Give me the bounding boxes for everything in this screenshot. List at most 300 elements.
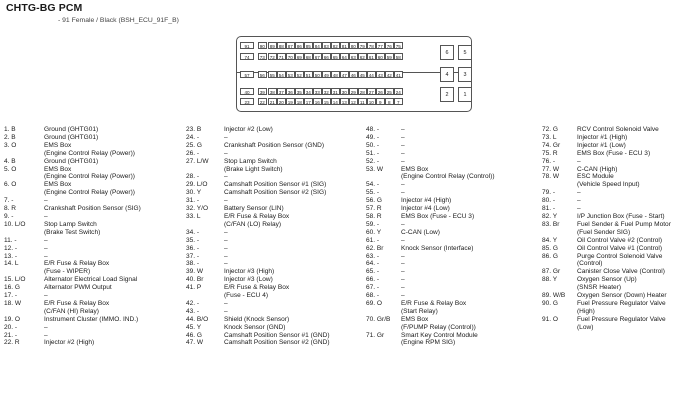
connector-pin: 88 <box>278 44 284 49</box>
pin-number: 61. - <box>366 236 380 244</box>
pin-number: 28. - <box>186 173 200 181</box>
pin-number: 10. L/O <box>4 220 26 228</box>
pin-row <box>186 268 364 276</box>
connector-pin: 44 <box>368 73 374 78</box>
pin-row <box>186 237 364 245</box>
pin-number: 29. L/O <box>186 181 208 189</box>
connector-pin: 32 <box>323 90 329 95</box>
pin-row <box>186 339 364 347</box>
pin-row <box>542 276 700 284</box>
connector-pin-large: 4 <box>440 67 454 82</box>
pin-number: 7. - <box>4 197 14 205</box>
connector-pin: 89 <box>269 44 275 49</box>
pin-description: (Fuel Sender SIG) <box>577 228 631 236</box>
pin-row <box>542 150 700 158</box>
pin-row <box>186 276 364 284</box>
pin-description: Camshaft Position Sensor #1 (SIG) <box>224 181 327 189</box>
pin-description: – <box>401 133 405 141</box>
pin-description: Oxygen Sensor (Up) <box>577 276 637 284</box>
connector-pin: 8 <box>385 98 394 105</box>
pin-description: (Brake Test Switch) <box>44 228 101 236</box>
pin-number: 90. G <box>542 299 559 307</box>
pin-row <box>186 181 364 189</box>
pin-number <box>186 292 224 300</box>
pin-description: Injector #2 (Low) <box>224 126 273 133</box>
pin-row <box>366 229 536 237</box>
pin-description: – <box>401 252 405 260</box>
pin-description: Injector #3 (High) <box>224 268 275 276</box>
pin-row <box>542 316 700 324</box>
pin-number: 87. Gr <box>542 268 561 276</box>
pin-number: 45. Y <box>186 323 202 331</box>
pin-row <box>186 197 364 205</box>
pin-row <box>366 292 536 300</box>
pin-number: 39. W <box>186 268 204 276</box>
pin-description: Fuel Pressure Regulator Valve <box>577 315 666 323</box>
pin-number: 47. W <box>186 339 204 347</box>
pin-number: 81. - <box>542 205 556 213</box>
connector-pin: 18 <box>296 100 302 105</box>
connector-pin: 60 <box>377 55 383 60</box>
pin-row <box>542 173 700 181</box>
pin-row <box>542 126 700 134</box>
pin-number: 11. - <box>4 236 17 244</box>
pin-row <box>366 332 536 340</box>
pin-row <box>4 142 184 150</box>
pin-description: (Engine Control Relay (Control)) <box>401 173 495 181</box>
connector-pin: 52 <box>296 73 302 78</box>
pin-row <box>542 324 700 332</box>
pin-description: – <box>224 252 228 260</box>
pin-description: (Fuse - ECU 4) <box>224 292 269 300</box>
pin-description: – <box>44 292 48 300</box>
connector-pin: 30 <box>341 90 347 95</box>
connector-pin: 25 <box>386 90 392 95</box>
pin-number: 89. W/B <box>542 292 566 300</box>
pin-number: 42. - <box>186 299 200 307</box>
pin-number <box>542 181 577 189</box>
pin-row <box>186 189 364 197</box>
pin-row <box>366 173 536 181</box>
pin-description: – <box>401 236 405 244</box>
connector-pin: 55 <box>269 73 275 78</box>
pin-number: 80. - <box>542 197 556 205</box>
connector-pin: 50 <box>314 73 320 78</box>
pin-number: 68. - <box>366 292 380 300</box>
pin-row <box>366 221 536 229</box>
pin-number: 3. O <box>4 141 17 149</box>
pin-row <box>4 173 184 181</box>
pin-number: 48. - <box>366 126 380 133</box>
connector-pin: 12 <box>350 100 356 105</box>
pin-description: (Engine Control Relay (Power)) <box>44 173 135 181</box>
connector-pin: 83 <box>323 44 329 49</box>
pin-row <box>4 324 184 332</box>
connector-pin: 75 <box>395 44 401 49</box>
pin-number: 88. Y <box>542 276 558 284</box>
pin-row <box>4 205 184 213</box>
pin-description: Canister Close Valve (Control) <box>577 268 665 276</box>
pin-number: 21. - <box>4 331 18 339</box>
pin-row <box>4 276 184 284</box>
pin-description: C-CAN (High) <box>577 165 618 173</box>
pin-column-3 <box>366 126 536 347</box>
pin-description: – <box>44 244 48 252</box>
pin-description: – <box>44 323 48 331</box>
connector-pin: 73 <box>259 55 265 60</box>
pin-row <box>366 316 536 324</box>
pin-description: Ground (GHTG01) <box>44 126 99 133</box>
pin-description: (Vehicle Speed Input) <box>577 181 640 189</box>
pin-description: – <box>401 141 405 149</box>
connector-pin: 68 <box>305 55 311 60</box>
pin-description: EMS Box <box>401 315 429 323</box>
pin-number <box>366 308 401 316</box>
pin-row <box>366 158 536 166</box>
pin-description: – <box>44 212 48 220</box>
pin-number <box>186 221 224 229</box>
pin-description: – <box>401 276 405 284</box>
connector-pin: 9 <box>376 98 385 105</box>
pin-number: 22. R <box>4 339 20 347</box>
pin-description: EMS Box <box>401 165 429 173</box>
pin-description: Ground (GHTG01) <box>44 157 99 165</box>
pin-row <box>186 229 364 237</box>
pin-number: 16. G <box>4 284 21 292</box>
pin-row <box>186 150 364 158</box>
connector-pin: 54 <box>278 73 284 78</box>
pin-row <box>186 166 364 174</box>
pin-number: 79. - <box>542 189 556 197</box>
pin-description: – <box>44 236 48 244</box>
pin-row <box>542 237 700 245</box>
pin-number <box>542 284 577 292</box>
pin-number: 26. - <box>186 149 200 157</box>
pin-number: 32. Y/O <box>186 205 209 213</box>
pin-row <box>366 253 536 261</box>
pin-number: 51. - <box>366 149 380 157</box>
pin-number <box>4 150 44 158</box>
connector-pin: 46 <box>350 73 356 78</box>
pin-row <box>186 213 364 221</box>
connector-pin: 10 <box>368 100 374 105</box>
pin-number <box>4 173 44 181</box>
pin-number: 74. Gr <box>542 141 561 149</box>
pin-number: 12. - <box>4 244 18 252</box>
pin-row <box>4 213 184 221</box>
pin-row <box>542 221 700 229</box>
pin-row <box>186 324 364 332</box>
pin-number: 83. Br <box>542 220 560 228</box>
pin-number: 66. - <box>366 276 380 284</box>
pin-row <box>542 166 700 174</box>
pin-row <box>542 300 700 308</box>
pin-row <box>366 245 536 253</box>
pin-number <box>4 308 44 316</box>
pin-row <box>186 173 364 181</box>
pin-description: – <box>224 244 228 252</box>
connector-pin: 61 <box>368 55 374 60</box>
pin-number: 33. L <box>186 212 201 220</box>
pin-number: 2. B <box>4 133 16 141</box>
pin-number: 31. - <box>186 197 200 205</box>
pin-number: 25. G <box>186 141 203 149</box>
pin-description: – <box>224 228 228 236</box>
pin-description: – <box>401 268 405 276</box>
pin-row <box>186 205 364 213</box>
connector-pin: 48 <box>332 73 338 78</box>
connector-pin: 71 <box>278 55 284 60</box>
pin-row <box>186 126 364 134</box>
pin-description: (Engine RPM SIG) <box>401 339 456 347</box>
connector-pin: 70 <box>287 55 293 60</box>
connector-pin-large: 5 <box>458 45 472 60</box>
connector-pin: 37 <box>278 90 284 95</box>
connector-pin: 78 <box>368 44 374 49</box>
pin-row <box>186 245 364 253</box>
pin-description: Alternator PWM Output <box>44 284 112 292</box>
pin-description: Injector #4 (Low) <box>401 205 450 213</box>
pin-description: Battery Sensor (LIN) <box>224 205 284 213</box>
pin-description: Crankshaft Position Sensor (SIG) <box>44 205 141 213</box>
pin-row <box>186 284 364 292</box>
pin-row <box>366 150 536 158</box>
pin-number: 84. Y <box>542 236 558 244</box>
pin-row <box>4 284 184 292</box>
pin-description: Injector #1 (Low) <box>577 141 626 149</box>
pin-row <box>542 181 700 189</box>
pin-description: – <box>401 181 405 189</box>
connector-pin: 80 <box>350 44 356 49</box>
connector-pin: 28 <box>359 90 365 95</box>
pin-number: 78. W <box>542 173 560 181</box>
pin-row <box>366 260 536 268</box>
connector-pin: 21 <box>269 100 275 105</box>
pin-description: – <box>401 126 405 133</box>
connector-pin: 51 <box>305 73 311 78</box>
pin-row <box>186 253 364 261</box>
connector-pin: 90 <box>259 44 265 49</box>
pin-number: 35. - <box>186 236 200 244</box>
pin-row <box>186 134 364 142</box>
pin-description: (Fuse - WIPER) <box>44 268 91 276</box>
pin-number: 69. O <box>366 299 383 307</box>
connector-pin: 57 <box>240 71 254 78</box>
pin-description: E/R Fuse & Relay Box <box>44 260 110 268</box>
pin-description: – <box>44 331 48 339</box>
pin-number: 27. L/W <box>186 157 209 165</box>
connector-pin: 67 <box>314 55 320 60</box>
pin-description: RCV Control Solenoid Valve <box>577 126 659 133</box>
connector-pin: 64 <box>341 55 347 60</box>
pin-description: (F/PUMP Relay (Control)) <box>401 323 476 331</box>
pin-description: – <box>224 236 228 244</box>
pin-row <box>366 142 536 150</box>
connector-pin: 15 <box>323 100 329 105</box>
pin-description: – <box>577 197 581 205</box>
pin-column-2 <box>186 126 364 347</box>
pin-row <box>366 126 536 134</box>
pin-description: (Engine Control Relay (Power)) <box>44 189 135 197</box>
pin-row <box>366 166 536 174</box>
pin-number: 72. G <box>542 126 559 133</box>
pin-row <box>542 308 700 316</box>
pin-number <box>4 268 44 276</box>
pin-number <box>366 324 401 332</box>
pin-description: Instrument Cluster (IMMO. IND.) <box>44 315 139 323</box>
connector-pin: 86 <box>296 44 302 49</box>
pin-description: Injector #4 (High) <box>401 197 452 205</box>
pin-number: 70. Gr/B <box>366 315 391 323</box>
pin-description: Camshaft Position Sensor #2 (GND) <box>224 339 330 347</box>
pin-description: EMS Box <box>44 181 72 189</box>
pin-description: (High) <box>577 307 595 315</box>
connector-pin: 33 <box>314 90 320 95</box>
pin-row <box>542 197 700 205</box>
pin-description: Camshaft Position Sensor #2 (SIG) <box>224 189 327 197</box>
pin-row <box>542 245 700 253</box>
pin-row <box>542 268 700 276</box>
pin-number: 19. O <box>4 315 21 323</box>
pin-number: 36. - <box>186 244 200 252</box>
pin-row <box>4 126 184 134</box>
pin-description: Smart Key Control Module <box>401 331 478 339</box>
pin-number: 13. - <box>4 252 18 260</box>
pin-number: 63. - <box>366 252 380 260</box>
connector-pin: 13 <box>341 100 347 105</box>
pin-number: 56. G <box>366 197 383 205</box>
connector-pin: 53 <box>287 73 293 78</box>
pin-row <box>186 300 364 308</box>
pin-description: Crankshaft Position Sensor (GND) <box>224 141 325 149</box>
pin-description: Knock Sensor (GND) <box>224 323 286 331</box>
pin-number: 57. R <box>366 205 382 213</box>
pin-description: Stop Lamp Switch <box>224 157 277 165</box>
pin-number: 59. - <box>366 220 380 228</box>
connector-pin: 40 <box>240 88 254 95</box>
pin-row <box>186 292 364 300</box>
pin-number: 71. Gr <box>366 331 385 339</box>
pin-description: C-CAN (Low) <box>401 228 440 236</box>
pin-row <box>4 332 184 340</box>
pin-number: 43. - <box>186 307 200 315</box>
connector-pin: 42 <box>386 73 392 78</box>
pin-number: 67. - <box>366 284 380 292</box>
pin-description: Ground (GHTG01) <box>44 133 99 141</box>
connector-pin: 76 <box>386 44 392 49</box>
pin-description: – <box>224 133 228 141</box>
pin-number: 73. L <box>542 133 557 141</box>
pin-description: E/R Fuse & Relay Box <box>224 284 290 292</box>
connector-pin: 20 <box>278 100 284 105</box>
pin-row <box>542 134 700 142</box>
connector-pin-large: 6 <box>440 45 454 60</box>
connector-pin: 7 <box>394 98 403 105</box>
pin-row <box>366 284 536 292</box>
pin-row <box>542 213 700 221</box>
pin-description: – <box>401 189 405 197</box>
pin-number: 65. - <box>366 268 380 276</box>
pin-description: EMS Box (Fuse - ECU 3) <box>577 149 651 157</box>
pin-description: – <box>224 149 228 157</box>
pin-row <box>186 260 364 268</box>
pin-row <box>542 260 700 268</box>
pin-description: – <box>401 149 405 157</box>
pin-row <box>366 134 536 142</box>
pin-description: Alternator Electrical Load Signal <box>44 276 138 284</box>
pin-description: – <box>224 307 228 315</box>
pin-number: 85. G <box>542 244 559 252</box>
connector-pin: 14 <box>332 100 338 105</box>
pin-number: 23. B <box>186 126 202 133</box>
pin-number: 82. Y <box>542 212 558 220</box>
pin-number: 14. L <box>4 260 19 268</box>
pin-description: Knock Sensor (Interface) <box>401 244 474 252</box>
pin-description: Fuel Sender & Fuel Pump Motor <box>577 220 671 228</box>
pin-number: 17. - <box>4 292 18 300</box>
pin-description: E/R Fuse & Relay Box <box>224 212 290 220</box>
pin-number: 62. Br <box>366 244 384 252</box>
pin-description: – <box>577 205 581 213</box>
pin-description: – <box>401 157 405 165</box>
pin-row <box>186 316 364 324</box>
pin-description: EMS Box (Fuse - ECU 3) <box>401 212 475 220</box>
pin-description: EMS Box <box>44 165 72 173</box>
connector-pin: 62 <box>359 55 365 60</box>
pin-number: 75. R <box>542 149 558 157</box>
pin-number: 49. - <box>366 133 380 141</box>
pin-number: 55. - <box>366 189 380 197</box>
connector-pin: 47 <box>341 73 347 78</box>
connector-pin: 87 <box>287 44 293 49</box>
pin-row <box>366 268 536 276</box>
pin-number: 40. Br <box>186 276 204 284</box>
pin-row <box>4 260 184 268</box>
pin-description: – <box>224 299 228 307</box>
pin-row <box>366 276 536 284</box>
pin-description: Stop Lamp Switch <box>44 220 97 228</box>
pin-description: Injector #3 (Low) <box>224 276 273 284</box>
pin-description: (Engine Control Relay (Power)) <box>44 149 135 157</box>
pin-number <box>4 229 44 237</box>
pin-number: 38. - <box>186 260 200 268</box>
connector-pin: 23 <box>240 98 254 105</box>
pin-description: – <box>44 252 48 260</box>
pin-row <box>366 205 536 213</box>
connector-pin: 65 <box>332 55 338 60</box>
connector-pin: 34 <box>305 90 311 95</box>
pin-row <box>4 166 184 174</box>
pin-description: – <box>577 157 581 165</box>
connector-pin: 56 <box>259 73 265 78</box>
pin-number <box>542 324 577 332</box>
connector-pin: 19 <box>287 100 293 105</box>
pin-description: (Control) <box>577 260 603 268</box>
pin-number: 20. - <box>4 323 18 331</box>
connector-pin: 63 <box>350 55 356 60</box>
pin-number: 50. - <box>366 141 380 149</box>
pin-row <box>366 308 536 316</box>
connector-pin: 49 <box>323 73 329 78</box>
connector-pin: 22 <box>259 100 265 105</box>
pin-number: 34. - <box>186 228 200 236</box>
pin-row <box>366 189 536 197</box>
connector-pin: 91 <box>240 42 254 49</box>
connector-pin: 16 <box>314 100 320 105</box>
pin-description: Injector #2 (High) <box>44 339 95 347</box>
pin-description: (Brake Light Switch) <box>224 165 283 173</box>
pin-number: 54. - <box>366 181 380 189</box>
